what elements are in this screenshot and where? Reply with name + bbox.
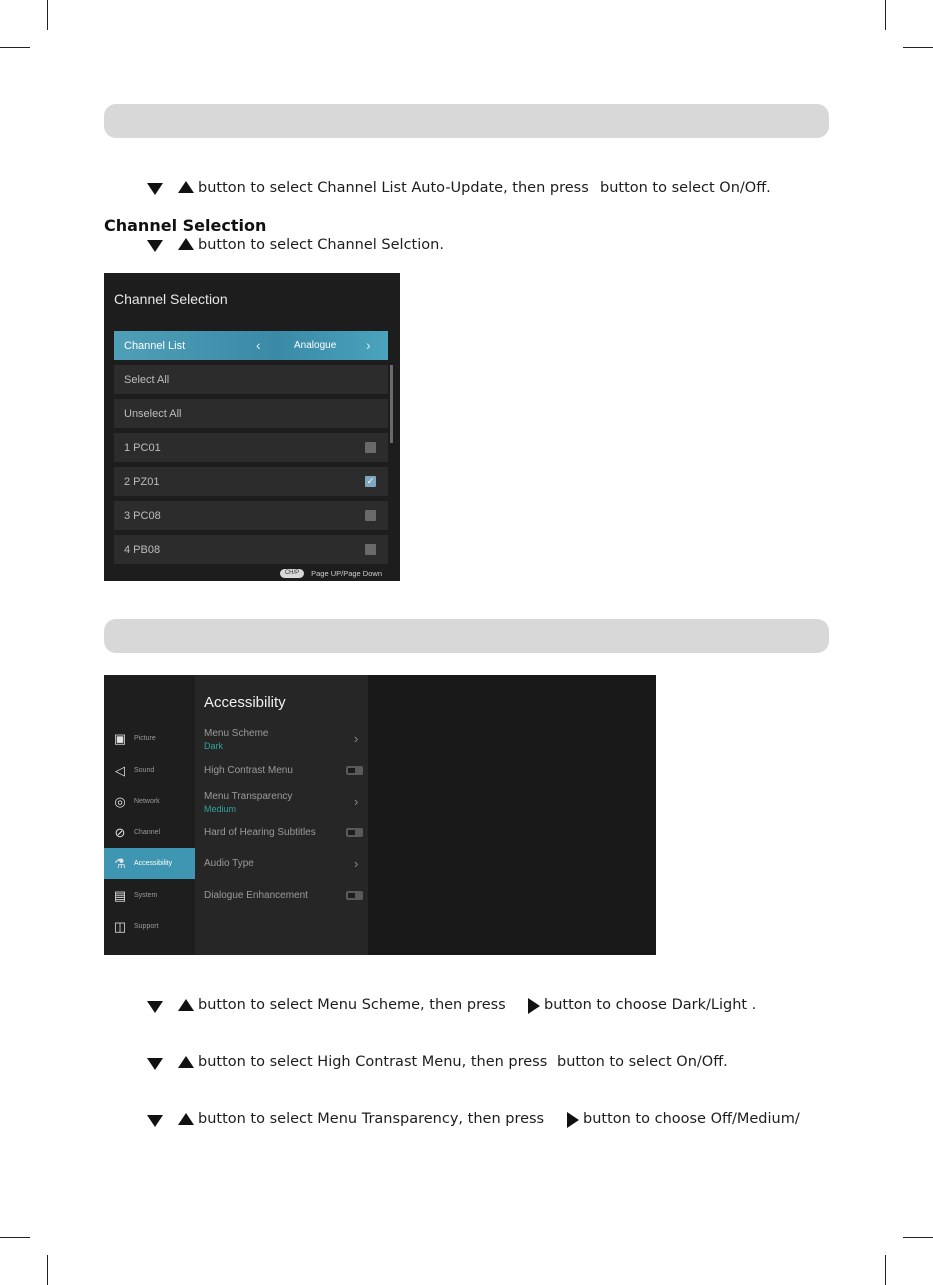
list-item[interactable] — [114, 399, 388, 428]
tv-icon: ◫ — [113, 918, 127, 934]
item-label: Menu Transparency — [204, 791, 293, 802]
up-arrow-icon — [178, 1113, 194, 1125]
accessibility-screen — [104, 675, 656, 955]
chevron-left-icon[interactable]: ‹ — [256, 337, 261, 353]
globe-icon: ◎ — [114, 793, 126, 809]
crop-mark — [885, 1255, 886, 1285]
crop-mark — [47, 0, 48, 30]
instruction-tail-text: button to choose Off/Medium/ — [583, 1111, 800, 1127]
crop-mark — [903, 47, 933, 48]
list-item[interactable] — [114, 535, 388, 564]
sidebar-item-network[interactable] — [104, 786, 195, 817]
down-arrow-icon — [147, 183, 163, 195]
row-label: Channel List — [124, 339, 186, 352]
sidebar-item-label: Picture — [134, 735, 156, 742]
up-arrow-icon — [178, 238, 194, 250]
menu-transparency-item[interactable] — [204, 791, 364, 814]
item-label: Audio Type — [204, 858, 254, 869]
chevron-right-icon[interactable]: › — [354, 794, 359, 809]
row-label: 2 PZ01 — [124, 475, 160, 488]
checkbox-checked[interactable]: ✓ — [366, 476, 375, 486]
chevron-right-icon[interactable]: › — [354, 856, 359, 871]
instruction-text: button to select Channel List Auto-Update, then press — [198, 180, 589, 196]
sidebar-item-system[interactable] — [104, 880, 195, 911]
dialogue-enhancement-toggle[interactable] — [346, 891, 363, 900]
sidebar-item-support[interactable] — [104, 911, 195, 942]
instruction-text: button to select Menu Transparency, then press — [198, 1111, 545, 1127]
sidebar-item-label: Accessibility — [134, 860, 173, 867]
checkbox[interactable] — [365, 544, 376, 555]
item-value: Dark — [204, 741, 224, 751]
hearing-subtitles-toggle[interactable] — [346, 828, 363, 837]
chevron-right-icon[interactable]: › — [354, 731, 359, 746]
page-title: Accessibility — [204, 694, 286, 711]
section-header-band — [104, 619, 829, 653]
item-value: Medium — [204, 804, 237, 814]
sidebar-item-label: Sound — [134, 767, 155, 774]
channel-list-row[interactable] — [114, 331, 388, 360]
crop-mark — [47, 1255, 48, 1285]
row-label: 3 PC08 — [124, 509, 161, 522]
up-arrow-icon — [178, 181, 194, 193]
row-label: Select All — [124, 373, 170, 386]
sidebar-item-accessibility[interactable] — [104, 848, 195, 879]
list-item[interactable] — [114, 501, 388, 530]
row-label: 1 PC01 — [124, 441, 161, 454]
crop-mark — [903, 1237, 933, 1238]
down-arrow-icon — [147, 1001, 163, 1013]
sidebar-item-sound[interactable] — [104, 755, 195, 786]
scrollbar[interactable] — [390, 365, 393, 443]
up-arrow-icon — [178, 999, 194, 1011]
item-label: High Contrast Menu — [204, 765, 293, 776]
right-arrow-icon — [567, 1112, 579, 1128]
item-label: Menu Scheme — [204, 728, 269, 739]
picture-icon: ▣ — [113, 730, 127, 746]
sidebar-item-label: Support — [134, 923, 159, 930]
down-arrow-icon — [147, 240, 163, 252]
channel-selection-heading: Channel Selection — [104, 216, 267, 235]
footer-hint: Page UP/Page Down — [311, 569, 382, 578]
hearing-subtitles-item[interactable] — [204, 827, 364, 838]
crop-mark — [885, 0, 886, 30]
crop-mark — [0, 47, 30, 48]
chevron-right-icon[interactable]: › — [366, 337, 371, 353]
dialogue-enhancement-item[interactable] — [204, 890, 364, 901]
list-item[interactable] — [114, 467, 388, 496]
instruction-tail-text: button to select On/Off. — [557, 1054, 728, 1070]
settings-panel — [195, 675, 368, 955]
high-contrast-item[interactable] — [204, 765, 364, 776]
system-icon: ▤ — [113, 887, 127, 903]
checkbox[interactable] — [365, 442, 376, 453]
down-arrow-icon — [147, 1058, 163, 1070]
accessibility-icon: ⚗ — [114, 855, 126, 871]
audio-type-item[interactable] — [204, 858, 364, 869]
ch-button-icon: CH/P — [280, 569, 304, 578]
instruction-tail-text: button to select On/Off. — [600, 180, 771, 196]
right-arrow-icon — [528, 998, 540, 1014]
up-arrow-icon — [178, 1056, 194, 1068]
sidebar-item-label: Channel — [134, 829, 161, 836]
menu-scheme-item[interactable] — [204, 728, 364, 751]
screen-title: Channel Selection — [114, 291, 228, 307]
instruction-text: button to select Menu Scheme, then press — [198, 997, 506, 1013]
sidebar-item-picture[interactable] — [104, 723, 195, 754]
item-label: Dialogue Enhancement — [204, 890, 308, 901]
crop-mark — [0, 1237, 30, 1238]
down-arrow-icon — [147, 1115, 163, 1127]
high-contrast-toggle[interactable] — [346, 766, 363, 775]
list-item[interactable] — [114, 433, 388, 462]
section-header-band — [104, 104, 829, 138]
instruction-text: button to select High Contrast Menu, then press — [198, 1054, 548, 1070]
checkbox[interactable] — [365, 510, 376, 521]
list-item[interactable] — [114, 365, 388, 394]
satellite-icon: ⊘ — [114, 824, 126, 840]
channel-selection-screen — [104, 273, 400, 581]
speaker-icon: ◁ — [115, 762, 125, 778]
sidebar-item-label: System — [134, 892, 158, 899]
row-label: Unselect All — [124, 407, 182, 420]
sidebar-item-channel[interactable] — [104, 817, 195, 848]
item-label: Hard of Hearing Subtitles — [204, 827, 316, 838]
row-label: 4 PB08 — [124, 543, 161, 556]
sidebar-item-label: Network — [134, 798, 160, 805]
channel-list-value: Analogue — [294, 340, 337, 351]
instruction-text: button to select Channel Selction. — [198, 237, 444, 253]
instruction-tail-text: button to choose Dark/Light . — [544, 997, 757, 1013]
background-area — [368, 675, 656, 955]
